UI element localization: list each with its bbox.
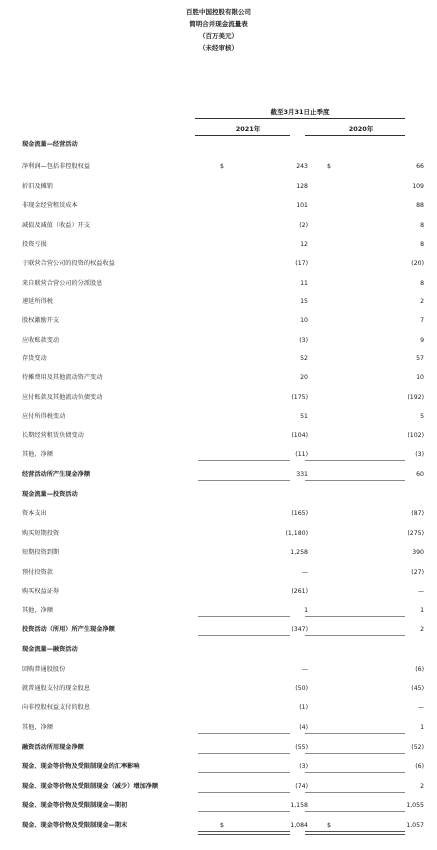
table-row	[22, 277, 424, 290]
total-double-rule	[305, 831, 405, 835]
currency-symbol-2021: $	[220, 822, 224, 829]
value-2021: 12	[300, 241, 308, 248]
value-2021: (165)	[291, 510, 308, 517]
currency-symbol-2020: $	[327, 163, 331, 170]
value-2021: 128	[296, 183, 308, 190]
subtotal-rule	[198, 616, 290, 617]
row-label: 递延所得税	[22, 298, 53, 305]
value-2020: 8	[420, 222, 424, 229]
value-2020: 2	[420, 298, 424, 305]
value-2021: 20	[300, 374, 308, 381]
table-row	[22, 663, 424, 676]
row-label: 现金、现金等价物及受限制现金—期末	[22, 822, 128, 829]
value-2020: (87)	[411, 510, 424, 517]
value-2021: (261)	[291, 588, 308, 595]
value-2021: 1	[304, 607, 308, 614]
value-2020: 60	[416, 471, 424, 478]
table-row	[22, 199, 424, 212]
value-2020: 5	[420, 413, 424, 420]
value-2020: (275)	[407, 530, 424, 537]
value-2021: (3)	[299, 337, 308, 344]
value-2020: 109	[412, 183, 424, 190]
row-label: 投资亏损	[22, 241, 47, 248]
value-2021: (1,180)	[285, 530, 308, 537]
value-2020: 88	[416, 202, 424, 209]
currency-symbol-2020: $	[327, 822, 331, 829]
table-row	[22, 238, 424, 251]
value-2020: 57	[416, 355, 424, 362]
row-label: 应收账款变动	[22, 337, 60, 344]
subtotal-rule	[198, 733, 290, 734]
table-row	[22, 643, 417, 656]
value-2021: (55)	[295, 744, 308, 751]
value-2021: (11)	[295, 451, 308, 458]
row-label: 购买短期投资	[22, 530, 60, 537]
subtotal-rule	[198, 753, 290, 754]
value-2021: 1,258	[290, 549, 308, 556]
year-2020-header: 2020年	[348, 125, 374, 133]
row-label: 待摊费用及其他流动资产变动	[22, 374, 103, 381]
value-2021: —	[301, 569, 308, 576]
subtotal-rule	[198, 460, 290, 461]
table-row	[22, 682, 424, 695]
value-2021: 51	[300, 413, 308, 420]
value-2020: 1	[420, 724, 424, 731]
row-label: 现金、现金等价物及受限制现金（减少）增加净额	[22, 783, 159, 790]
subtotal-rule	[198, 772, 290, 773]
row-label: 融资活动所用现金净额	[22, 744, 84, 751]
subtotal-rule	[305, 792, 405, 793]
table-row	[22, 314, 424, 327]
row-label: 来自联营合营公司的分派股息	[22, 280, 103, 287]
value-2020: 390	[412, 549, 424, 556]
value-2020: 66	[416, 163, 424, 170]
value-2020: 1,057	[406, 822, 424, 829]
row-label: 现金流量—经营活动	[22, 141, 78, 148]
value-2021: (17)	[295, 260, 308, 267]
value-2021: (104)	[291, 432, 308, 439]
value-2020: (45)	[411, 685, 424, 692]
value-2020: (52)	[411, 744, 424, 751]
subtotal-rule	[305, 635, 405, 636]
value-2020: 1,055	[406, 802, 424, 809]
value-2020: (27)	[411, 569, 424, 576]
subtotal-rule	[305, 733, 405, 734]
table-row	[22, 352, 424, 365]
row-label: 减值及减值（收益）开支	[22, 222, 91, 229]
value-2021: 1,158	[290, 802, 308, 809]
value-2020: (3)	[415, 451, 424, 458]
row-label: 其他，净额	[22, 607, 53, 614]
table-row	[22, 488, 417, 501]
value-2021: (1)	[299, 704, 308, 711]
statement-title: 简明合并现金流量表	[189, 20, 248, 28]
value-2020: (102)	[407, 432, 424, 439]
row-label: 长期经营租赁负债变动	[22, 432, 84, 439]
row-label: 折旧及摊销	[22, 183, 53, 190]
value-2021: 1,084	[290, 822, 308, 829]
value-2021: (74)	[295, 783, 308, 790]
table-row	[22, 334, 424, 347]
value-2020: —	[417, 588, 424, 595]
row-label: 现金流量—融资活动	[22, 646, 78, 653]
value-2021: 101	[296, 202, 308, 209]
table-row	[22, 295, 424, 308]
value-2021: 52	[300, 355, 308, 362]
total-double-rule	[198, 831, 290, 835]
value-2021: 15	[300, 298, 308, 305]
value-2020: 2	[420, 783, 424, 790]
audit-note: （未经审核）	[199, 44, 238, 52]
subtotal-rule	[305, 753, 405, 754]
table-row	[22, 566, 424, 579]
row-label: 非现金经营租赁成本	[22, 202, 78, 209]
table-row	[22, 138, 417, 151]
row-label: 就普通股支付的现金股息	[22, 685, 91, 692]
subtotal-rule	[305, 772, 405, 773]
year-2021-underline	[195, 135, 290, 136]
value-2021: (2)	[299, 222, 308, 229]
subtotal-rule	[305, 811, 405, 812]
table-row	[22, 180, 424, 193]
value-2020: 10	[416, 374, 424, 381]
row-label: 现金流量—投资活动	[22, 491, 78, 498]
currency-symbol-2021: $	[220, 163, 224, 170]
value-2020: (20)	[411, 260, 424, 267]
value-2020: —	[417, 704, 424, 711]
period-header: 截至3月31日止季度	[270, 108, 330, 116]
period-underline	[195, 118, 405, 119]
subtotal-rule	[305, 616, 405, 617]
row-label: 其他，净额	[22, 451, 53, 458]
subtotal-rule	[198, 792, 290, 793]
value-2021: (175)	[291, 394, 308, 401]
row-label: 短期投资到期	[22, 549, 60, 556]
table-row	[22, 391, 424, 404]
row-label: 投资活动（所用）所产生现金净额	[22, 626, 115, 633]
row-label: 净利润—包括非控股权益	[22, 163, 91, 170]
row-label: 资本支出	[22, 510, 47, 517]
table-row	[22, 160, 424, 173]
value-2021: (347)	[291, 626, 308, 633]
value-2021: 243	[296, 163, 308, 170]
row-label: 股权激励开支	[22, 317, 60, 324]
row-label: 向非控股权益支付的股息	[22, 704, 91, 711]
year-2020-underline	[305, 135, 405, 136]
value-2020: 2	[420, 626, 424, 633]
value-2021: (50)	[295, 685, 308, 692]
row-label: 存货变动	[22, 355, 47, 362]
subtotal-rule	[305, 480, 405, 481]
table-row	[22, 507, 424, 520]
table-row	[22, 546, 424, 559]
row-label: 现金、现金等价物及受限制现金的汇率影响	[22, 763, 140, 770]
value-2021: 10	[300, 317, 308, 324]
row-label: 购买权益证券	[22, 588, 60, 595]
table-row	[22, 219, 424, 232]
row-label: 回购普通股股份	[22, 666, 66, 673]
table-row	[22, 429, 424, 442]
subtotal-rule	[198, 480, 290, 481]
value-2020: 8	[420, 280, 424, 287]
table-row	[22, 410, 424, 423]
table-row	[22, 701, 424, 714]
subtotal-rule	[305, 460, 405, 461]
row-label: 应付所得税变动	[22, 413, 66, 420]
row-label: 于联营合营公司的投资的权益收益	[22, 260, 115, 267]
value-2020: 8	[420, 241, 424, 248]
row-label: 其他，净额	[22, 724, 53, 731]
value-2021: 11	[300, 280, 308, 287]
value-2021: (4)	[299, 724, 308, 731]
value-2020: (6)	[415, 763, 424, 770]
value-2020: (192)	[407, 394, 424, 401]
value-2020: (6)	[415, 666, 424, 673]
unit-note: （百万美元）	[199, 32, 238, 40]
row-label: 现金、现金等价物及受限制现金—期初	[22, 802, 128, 809]
table-row	[22, 527, 424, 540]
value-2020: 7	[420, 317, 424, 324]
value-2021: (3)	[299, 763, 308, 770]
company-name: 百胜中国控股有限公司	[186, 8, 251, 16]
value-2020: 1	[420, 607, 424, 614]
row-label: 经营活动所产生现金净额	[22, 471, 91, 478]
table-row	[22, 257, 424, 270]
subtotal-rule	[198, 635, 290, 636]
row-label: 应付账款及其他流动负债变动	[22, 394, 103, 401]
table-row	[22, 585, 424, 598]
row-label: 预付投资款	[22, 569, 53, 576]
subtotal-rule	[198, 811, 290, 812]
value-2021: 331	[296, 471, 308, 478]
table-row	[22, 371, 424, 384]
value-2020: 9	[420, 337, 424, 344]
value-2021: —	[301, 666, 308, 673]
year-2021-header: 2021年	[235, 125, 261, 133]
